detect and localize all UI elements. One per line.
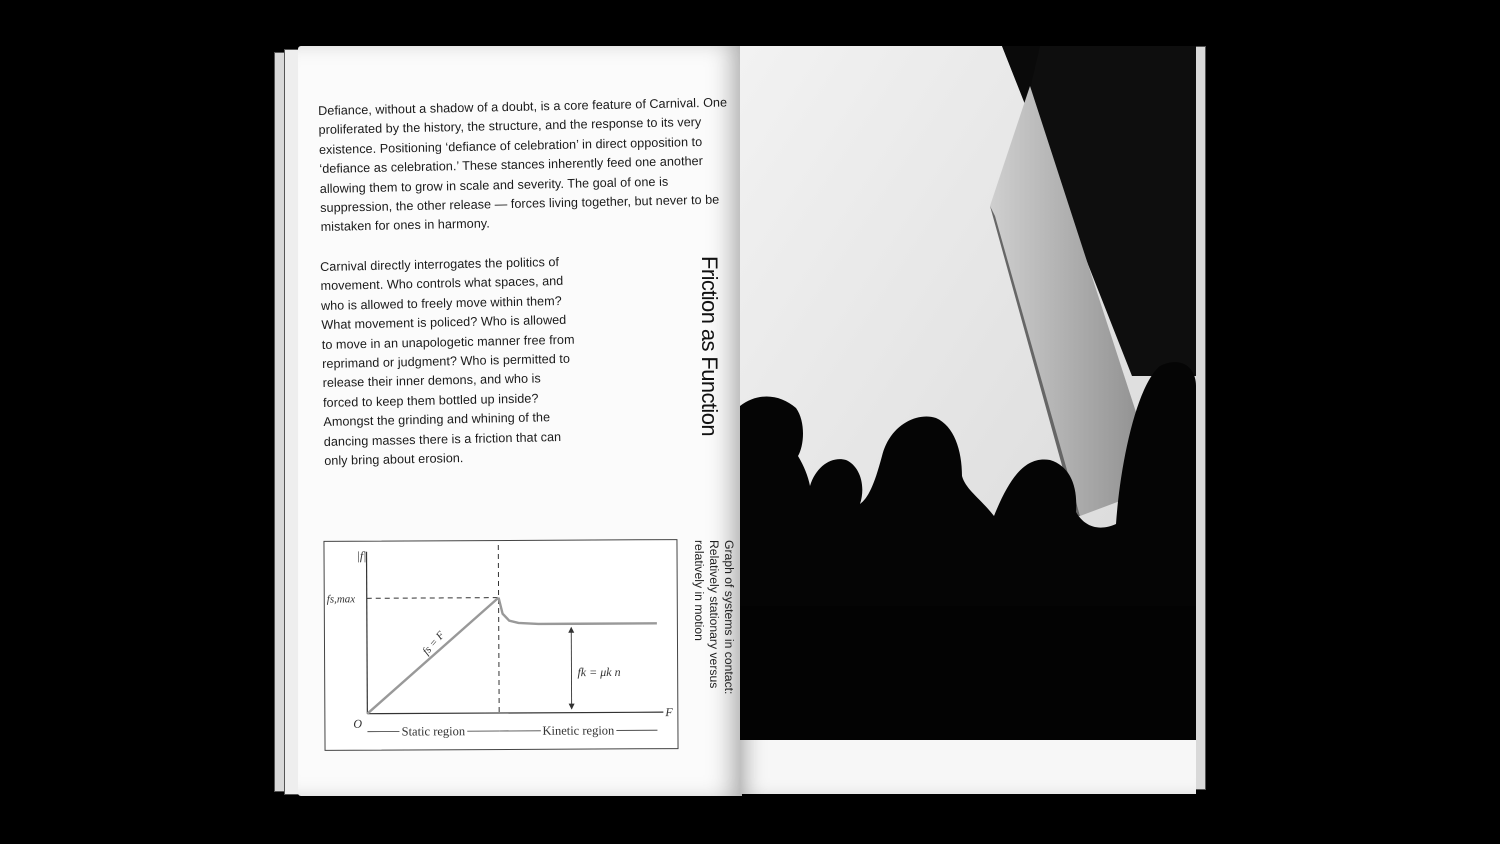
x-axis [367,712,663,714]
kinetic-region-label: Kinetic region [542,723,615,738]
static-region-label: Static region [401,724,466,739]
transition-dashed-line [498,545,499,713]
origin-label: O [353,716,363,731]
caption-line-1: Graph of systems in contact: [722,540,736,695]
static-line-label: fs = F [420,629,448,658]
body-paragraph-2: Carnival directly interrogates the politics of movement. Who controls what spaces, and who is allowed to freely move within them? What movement is policed? Who is allowed to move in an unapologetic manner free from reprimand or judgment? Who is permitted to release their inner demons, and who is forced to keep them bottled up inside? Amongst the grinding and whining of the dancing masses there is a friction that can only bring about erosion. [320,254,575,469]
friction-graph [323,539,678,751]
series-line-0 [367,598,499,714]
kinetic-arrow-head-top [568,627,574,633]
caption-line-3: relatively in motion [692,540,706,641]
fs-max-dashed-line [367,598,499,599]
caption-line-2: Relatively stationary versus [707,540,721,689]
left-page [298,46,742,796]
kinetic-arrow-head-bottom [569,704,575,710]
graph-caption [686,540,736,740]
crowd-silhouette-image [740,46,1196,740]
right-page [740,46,1196,794]
body-paragraph-1: Defiance, without a shadow of a doubt, is a core feature of Carnival. One proliferated by the history, the structure, and the response to its very existence. Positioning ‘defiance of celebration’ in direct opposition to ‘defiance as celebration.’ These stances inherently feed one another allowing them to grow in scale and severity. The goal of one is suppression, the other release — forces living together, but never to be mistaken for ones in harmony. [318,95,728,235]
y-axis-label: |f| [356,548,367,563]
y-tick-label: fs,max [326,593,356,606]
crowd-photo [740,46,1196,740]
section-title: Friction as Function [697,256,722,436]
x-axis-label: F [665,705,673,720]
y-axis [367,552,368,714]
series-line-1 [499,597,657,624]
friction-graph-svg [324,540,677,750]
kinetic-friction-label: fk = μk n [577,664,621,680]
